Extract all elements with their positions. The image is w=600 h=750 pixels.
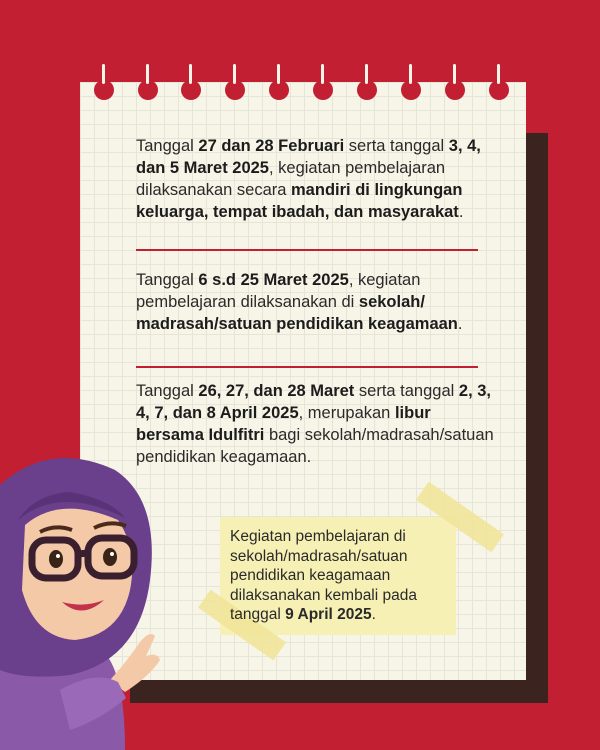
- binder-holes: [80, 80, 526, 110]
- schedule-paragraph-holiday: Tanggal 26, 27, dan 28 Maret serta tanggal 2, 3, 4, 7, dan 8 April 2025, merupakan libur bersama Idulfitri bagi sekolah/madrasah/satuan pendidikan keagamaan.: [136, 382, 494, 466]
- binder-hole: [489, 80, 509, 100]
- binder-hole: [225, 80, 245, 100]
- binder-hole: [94, 80, 114, 100]
- binder-hole: [181, 80, 201, 100]
- binder-hole: [269, 80, 289, 100]
- binder-hole: [445, 80, 465, 100]
- binder-hole: [401, 80, 421, 100]
- section-divider: [136, 366, 478, 368]
- binder-hole: [313, 80, 333, 100]
- schedule-paragraph-home-learning: Tanggal 27 dan 28 Februari serta tanggal 3, 4, dan 5 Maret 2025, kegiatan pembelajaran dilaksanakan secara mandiri di lingkungan keluarga, tempat ibadah, dan masyarakat.: [136, 137, 481, 221]
- teacher-character-illustration: [0, 430, 200, 750]
- sticky-note-text: Kegiatan pembelajaran di sekolah/madrasah/satuan pendidikan keagamaan dilaksanakan kembali pada tanggal 9 April 2025.: [230, 528, 417, 623]
- schedule-paragraph-school-learning: Tanggal 6 s.d 25 Maret 2025, kegiatan pembelajaran dilaksanakan di sekolah/ madrasah/satuan pendidikan keagamaan.: [136, 271, 463, 333]
- section-divider: [136, 249, 478, 251]
- binder-hole: [357, 80, 377, 100]
- binder-hole: [138, 80, 158, 100]
